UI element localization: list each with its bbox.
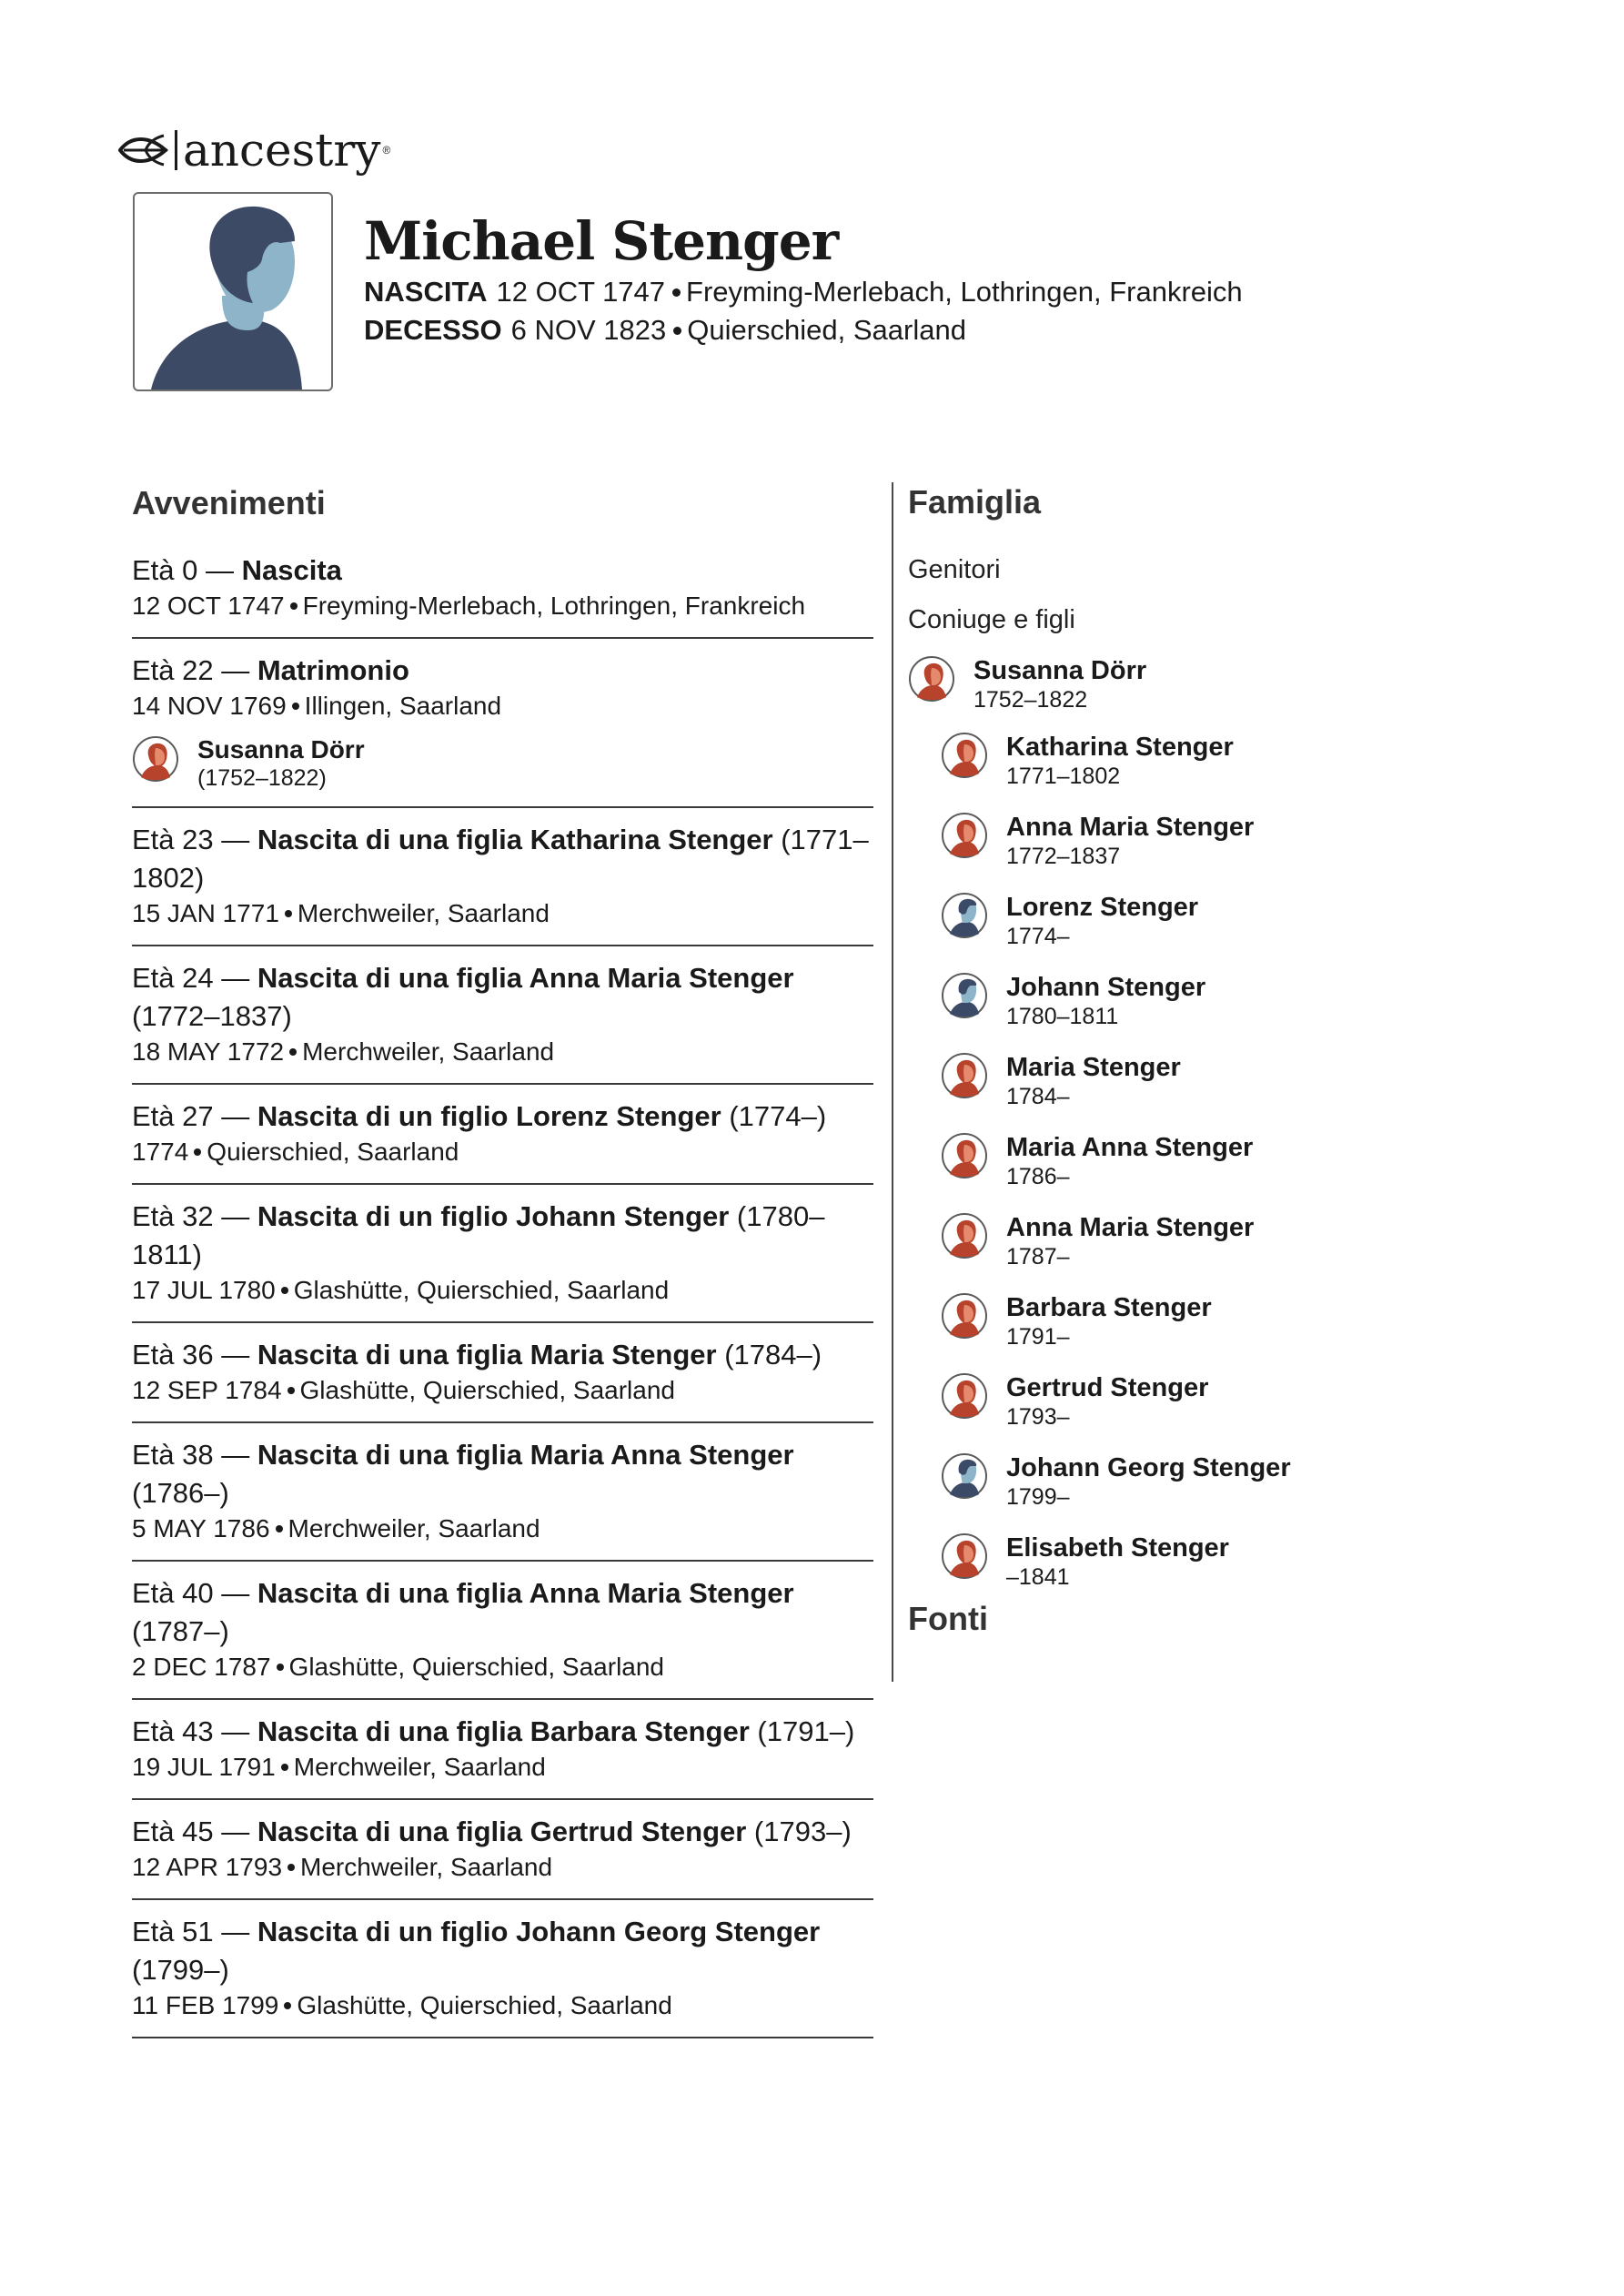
logo-wordmark: ancestry <box>183 124 381 177</box>
family-member-name: Elisabeth Stenger <box>1006 1533 1229 1563</box>
event-detail <box>132 1851 873 1884</box>
event-age: Età 23 — <box>132 824 257 855</box>
event-years: (1774–) <box>721 1100 827 1132</box>
event-age: Età 32 — <box>132 1200 257 1232</box>
event-age: Età 22 — <box>132 654 257 686</box>
family-member[interactable] <box>941 1452 1363 1511</box>
family-member-name: Gertrud Stenger <box>1006 1373 1209 1402</box>
event-years: (1786–) <box>132 1477 229 1509</box>
family-member-name: Johann Georg Stenger <box>1006 1453 1291 1482</box>
family-member-text <box>1006 1212 1254 1270</box>
event-detail <box>132 1274 873 1307</box>
event-item <box>132 1323 873 1423</box>
family-member-dates: 1786– <box>1006 1164 1070 1189</box>
bullet-icon <box>277 1664 284 1671</box>
family-member-text <box>1006 972 1205 1030</box>
event-heading <box>132 821 873 897</box>
event-title: Nascita di una figlia Anna Maria Stenger <box>257 1577 794 1609</box>
family-member-text <box>1006 732 1234 790</box>
event-title: Nascita di una figlia Barbara Stenger <box>257 1715 750 1747</box>
event-heading <box>132 1913 873 1989</box>
event-years: (1787–) <box>132 1615 229 1647</box>
event-date: 15 JAN 1771 <box>132 899 279 927</box>
event-detail <box>132 1374 873 1407</box>
family-member[interactable] <box>941 1292 1363 1350</box>
event-spouse-text <box>197 735 365 792</box>
event-age: Età 38 — <box>132 1439 257 1471</box>
family-member-text <box>1006 1532 1229 1591</box>
family-member[interactable] <box>941 812 1363 870</box>
bullet-icon <box>284 2002 291 2009</box>
event-date: 12 OCT 1747 <box>132 592 285 620</box>
family-member-name: Maria Anna Stenger <box>1006 1133 1254 1162</box>
event-title: Nascita di una figlia Anna Maria Stenger <box>257 962 794 994</box>
event-detail <box>132 690 873 723</box>
event-place: Glashütte, Quierschied, Saarland <box>297 1991 672 2019</box>
female-avatar-icon <box>941 1372 988 1420</box>
family-member-dates: 1799– <box>1006 1484 1070 1510</box>
female-avatar-icon <box>941 1532 988 1580</box>
event-item <box>132 1900 873 2038</box>
family-member-text <box>1006 1132 1253 1190</box>
event-detail <box>132 590 873 622</box>
event-spouse-name: Susanna Dörr <box>197 735 365 764</box>
event-date: 19 JUL 1791 <box>132 1753 276 1781</box>
event-years: (1771–1802) <box>132 824 869 894</box>
female-avatar-icon <box>941 812 988 859</box>
family-member-name: Anna Maria Stenger <box>1006 1213 1255 1242</box>
event-title: Nascita di un figlio Johann Stenger <box>257 1200 730 1232</box>
profile-avatar <box>133 192 333 391</box>
family-member-dates: 1780–1811 <box>1006 1004 1119 1029</box>
event-place: Quierschied, Saarland <box>207 1138 459 1166</box>
family-member-name: Barbara Stenger <box>1006 1293 1212 1322</box>
event-heading <box>132 1713 873 1751</box>
event-item <box>132 1700 873 1800</box>
family-member-text <box>973 655 1146 713</box>
family-member-text <box>1006 1452 1291 1511</box>
spouse-children-label: Coniuge e figli <box>908 605 1075 634</box>
event-place: Merchweiler, Saarland <box>297 899 550 927</box>
event-spouse-dates: (1752–1822) <box>197 765 327 791</box>
family-member-dates: 1772–1837 <box>1006 844 1121 869</box>
event-years: (1799–) <box>132 1954 229 1986</box>
event-date: 17 JUL 1780 <box>132 1276 276 1304</box>
event-item <box>132 1085 873 1185</box>
bullet-icon <box>281 1764 288 1771</box>
event-date: 1774 <box>132 1138 189 1166</box>
ancestry-logo <box>118 123 390 177</box>
family-member-dates: –1841 <box>1006 1564 1070 1590</box>
family-member[interactable] <box>908 655 1363 713</box>
event-heading <box>132 1436 873 1512</box>
bullet-icon <box>276 1525 283 1532</box>
event-heading <box>132 1198 873 1274</box>
event-item <box>132 1800 873 1900</box>
bullet-icon <box>673 327 681 335</box>
person-name: Michael Stenger <box>364 210 839 272</box>
event-age: Età 43 — <box>132 1715 257 1747</box>
birth-date: 12 OCT 1747 <box>496 276 666 308</box>
family-member-text <box>1006 1292 1212 1350</box>
event-date: 11 FEB 1799 <box>132 1991 279 2019</box>
family-member[interactable] <box>941 1372 1363 1431</box>
family-member-text <box>1006 812 1254 870</box>
events-title: Avvenimenti <box>132 484 326 521</box>
family-member[interactable] <box>941 1532 1363 1591</box>
event-detail <box>132 1989 873 2022</box>
female-avatar-icon <box>941 1292 988 1340</box>
event-date: 5 MAY 1786 <box>132 1514 270 1542</box>
family-member-text <box>1006 1052 1181 1110</box>
event-detail <box>132 1651 873 1684</box>
sources-title: Fonti <box>908 1600 988 1637</box>
death-line <box>364 316 966 344</box>
event-heading <box>132 1097 873 1136</box>
family-member-name: Katharina Stenger <box>1006 733 1234 762</box>
event-title: Nascita di una figlia Katharina Stenger <box>257 824 773 855</box>
event-detail <box>132 1036 873 1068</box>
family-member-dates: 1787– <box>1006 1244 1070 1269</box>
female-avatar-icon <box>941 1052 988 1099</box>
event-item <box>132 537 873 639</box>
event-item <box>132 808 873 946</box>
family-member-dates: 1791– <box>1006 1324 1070 1350</box>
family-member[interactable] <box>941 732 1363 790</box>
birth-place: Freyming-Merlebach, Lothringen, Frankreich <box>686 276 1243 308</box>
event-years: (1780–1811) <box>132 1200 825 1270</box>
birth-label: NASCITA <box>364 276 488 308</box>
event-heading <box>132 959 873 1036</box>
event-heading <box>132 551 873 590</box>
event-place: Merchweiler, Saarland <box>300 1853 553 1881</box>
death-date: 6 NOV 1823 <box>510 314 667 346</box>
female-avatar-icon <box>941 1132 988 1179</box>
family-member-name: Johann Stenger <box>1006 973 1206 1002</box>
bullet-icon <box>289 1048 297 1056</box>
bullet-icon <box>285 910 292 917</box>
event-detail <box>132 1136 873 1168</box>
event-place: Merchweiler, Saarland <box>302 1037 555 1066</box>
event-place: Glashütte, Quierschied, Saarland <box>288 1653 664 1681</box>
logo-divider <box>175 130 177 170</box>
family-member[interactable] <box>941 892 1363 950</box>
family-member-dates: 1774– <box>1006 924 1070 949</box>
event-place: Illingen, Saarland <box>304 692 502 720</box>
female-avatar-icon <box>941 1212 988 1259</box>
bullet-icon <box>287 1387 295 1394</box>
event-item <box>132 639 873 808</box>
event-place: Glashütte, Quierschied, Saarland <box>293 1276 670 1304</box>
family-member-text <box>1006 1372 1208 1431</box>
event-title: Nascita di una figlia Maria Stenger <box>257 1339 717 1371</box>
leaf-logo-icon <box>118 130 171 170</box>
family-member-dates: 1793– <box>1006 1404 1070 1430</box>
family-member-dates: 1771–1802 <box>1006 764 1121 789</box>
event-title: Nascita di un figlio Lorenz Stenger <box>257 1100 721 1132</box>
event-detail <box>132 1751 873 1784</box>
bullet-icon <box>287 1864 295 1871</box>
family-title: Famiglia <box>908 483 1042 521</box>
event-heading <box>132 652 873 690</box>
parents-label: Genitori <box>908 555 1001 584</box>
event-item <box>132 1185 873 1323</box>
event-heading <box>132 1574 873 1651</box>
bullet-icon <box>290 602 298 610</box>
family-member[interactable] <box>941 972 1363 1030</box>
event-place: Merchweiler, Saarland <box>293 1753 546 1781</box>
family-member-dates: 1784– <box>1006 1084 1070 1109</box>
bullet-icon <box>292 703 299 710</box>
event-place: Merchweiler, Saarland <box>287 1514 540 1542</box>
event-detail <box>132 1512 873 1545</box>
family-member-name: Maria Stenger <box>1006 1053 1181 1082</box>
event-date: 12 SEP 1784 <box>132 1376 282 1404</box>
event-item <box>132 946 873 1085</box>
event-title: Nascita <box>241 554 342 586</box>
event-date: 2 DEC 1787 <box>132 1653 271 1681</box>
family-member-name: Anna Maria Stenger <box>1006 813 1255 842</box>
event-spouse[interactable] <box>132 735 873 792</box>
event-years: (1772–1837) <box>132 1000 292 1032</box>
event-age: Età 45 — <box>132 1816 257 1847</box>
bullet-icon <box>194 1148 201 1156</box>
death-label: DECESSO <box>364 314 502 346</box>
death-place: Quierschied, Saarland <box>687 314 966 346</box>
logo-trademark: ® <box>382 144 391 157</box>
bullet-icon <box>672 288 681 297</box>
event-age: Età 36 — <box>132 1339 257 1371</box>
events-list <box>132 537 873 2038</box>
event-title: Nascita di un figlio Johann Georg Stenger <box>257 1916 821 1947</box>
event-title: Matrimonio <box>257 654 409 686</box>
event-item <box>132 1562 873 1700</box>
male-avatar-icon <box>941 1452 988 1500</box>
family-member-text <box>1006 892 1198 950</box>
family-member-name: Susanna Dörr <box>973 656 1147 685</box>
event-years: (1793–) <box>746 1816 852 1847</box>
event-place: Glashütte, Quierschied, Saarland <box>299 1376 675 1404</box>
event-detail <box>132 897 873 930</box>
male-avatar-icon <box>941 972 988 1019</box>
event-place: Freyming-Merlebach, Lothringen, Frankreich <box>302 592 806 620</box>
female-avatar-icon <box>941 732 988 779</box>
bullet-icon <box>281 1287 288 1294</box>
event-date: 18 MAY 1772 <box>132 1037 285 1066</box>
family-member[interactable] <box>941 1052 1363 1110</box>
family-member[interactable] <box>941 1132 1363 1190</box>
event-heading <box>132 1336 873 1374</box>
event-years: (1791–) <box>749 1715 855 1747</box>
event-title: Nascita di una figlia Gertrud Stenger <box>257 1816 747 1847</box>
event-heading <box>132 1813 873 1851</box>
birth-line <box>364 278 1243 306</box>
family-member-dates: 1752–1822 <box>973 687 1088 713</box>
family-member[interactable] <box>941 1212 1363 1270</box>
event-title: Nascita di una figlia Maria Anna Stenger <box>257 1439 794 1471</box>
column-divider <box>892 482 893 1682</box>
event-date: 12 APR 1793 <box>132 1853 283 1881</box>
male-avatar-icon <box>941 892 988 939</box>
event-age: Età 40 — <box>132 1577 257 1609</box>
event-age: Età 0 — <box>132 554 242 586</box>
female-avatar-icon <box>132 735 179 783</box>
male-silhouette-icon <box>135 194 331 389</box>
event-date: 14 NOV 1769 <box>132 692 287 720</box>
family-member-name: Lorenz Stenger <box>1006 893 1199 922</box>
event-age: Età 51 — <box>132 1916 257 1947</box>
female-avatar-icon <box>908 655 955 703</box>
event-years: (1784–) <box>716 1339 822 1371</box>
event-age: Età 27 — <box>132 1100 257 1132</box>
family-panel <box>908 482 1363 1638</box>
event-age: Età 24 — <box>132 962 257 994</box>
event-item <box>132 1423 873 1562</box>
